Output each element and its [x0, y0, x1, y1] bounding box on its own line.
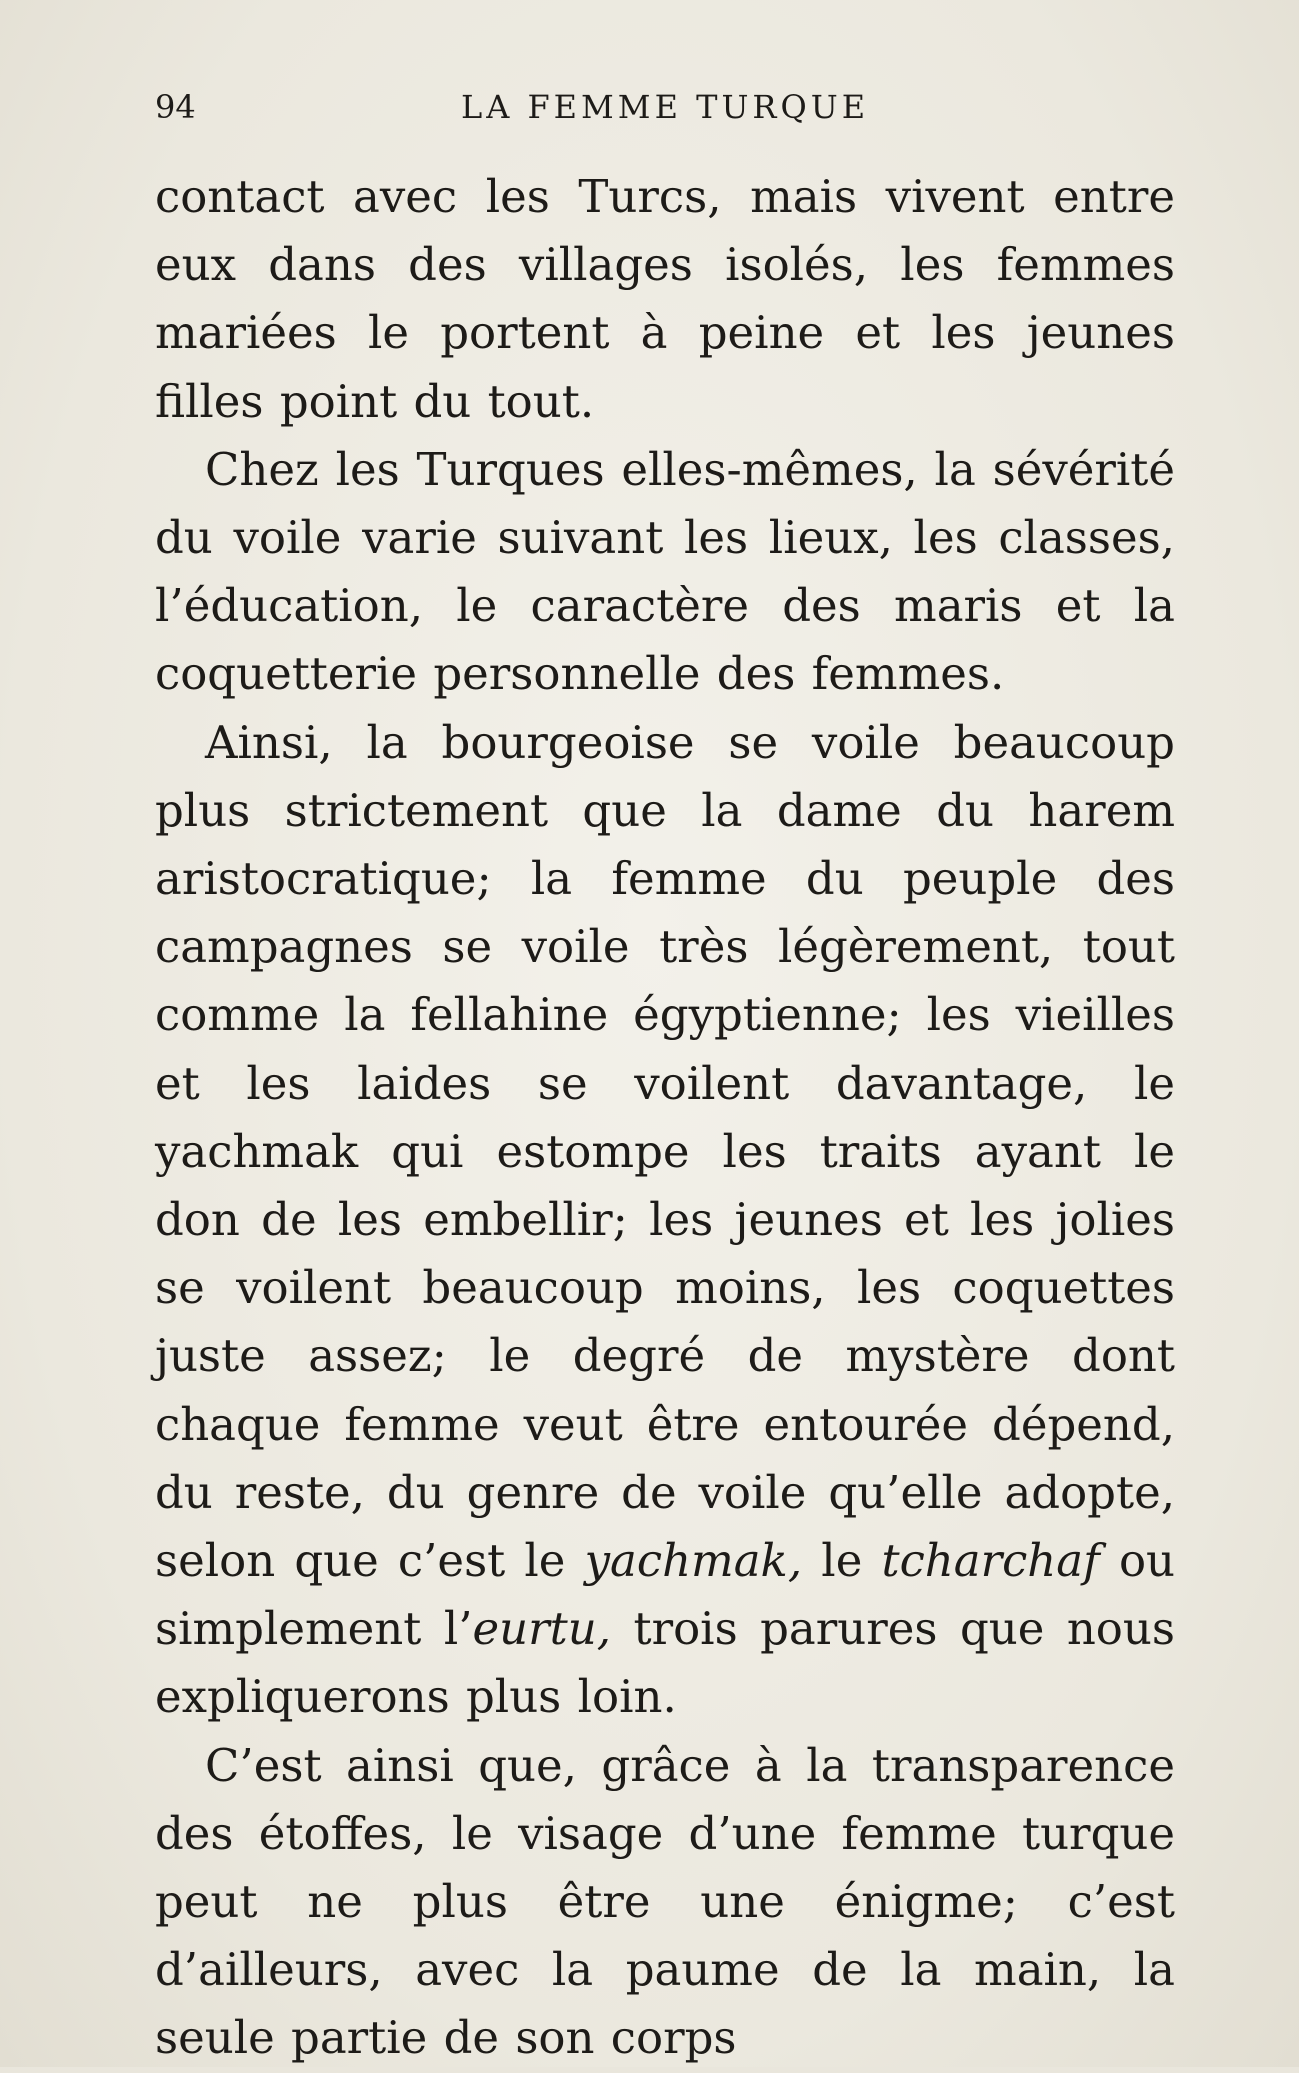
- paragraph-3-text: Ainsi, la bourgeoise se voile beaucoup plus strictement que la dame du harem aristocratique; la femme du peuple des campagnes se voile très légèrement, tout comme la fellahine égyptienne; les vieilles et les laides se voilent davantage, le yachmak qui estompe les traits ayant le don de les embellir; les jeunes et les jolies se voilent beaucoup moins, les coquettes juste assez; le degré de mystère dont chaque femme veut être entourée dépend, du reste, du genre de voile qu’elle adopte, selon que c’est le: [155, 715, 1175, 1588]
- running-title: LA FEMME TURQUE: [460, 88, 870, 126]
- page-header: [155, 88, 1175, 138]
- paragraph-3: [155, 709, 1175, 1732]
- italic-yachmak: yachmak,: [584, 1534, 803, 1588]
- paragraph-3-mid-1: le: [821, 1534, 863, 1588]
- paragraph-3-end: trois parures que nous expliquerons plus loin.: [155, 1602, 1175, 1724]
- page-number: 94: [155, 88, 196, 126]
- paragraph-4: C’est ainsi que, grâce à la transparence des étoffes, le visage d’une femme turque peut ne plus être une énigme; c’est d’ailleurs, avec la paume de la main, la seule partie de son corps: [155, 1738, 1175, 2065]
- paragraph-2: Chez les Turques elles-mêmes, la sévérité du voile varie suivant les lieux, les classes, l’éducation, le caractère des maris et la coquetterie personnelle des femmes.: [155, 442, 1175, 701]
- italic-tcharchaf: tcharchaf: [881, 1534, 1100, 1588]
- body-text: [155, 163, 1175, 2073]
- paragraph-1: contact avec les Turcs, mais vivent entre eux dans des villages isolés, les femmes mariées le portent à peine et les jeunes filles point du tout.: [155, 170, 1175, 428]
- italic-eurtu: eurtu,: [472, 1602, 612, 1656]
- paragraph-3-mid-2: ou simplement l’: [155, 1534, 1176, 1656]
